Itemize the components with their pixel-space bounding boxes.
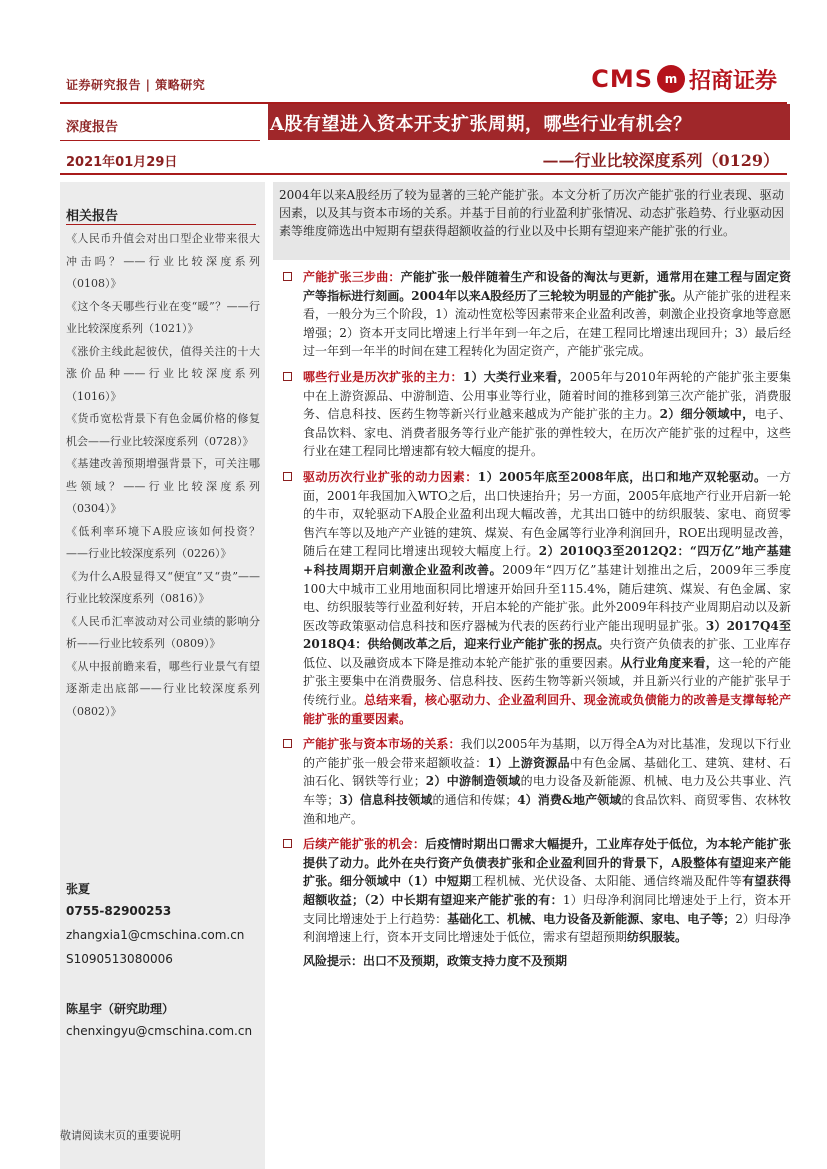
bullet-heading: 哪些行业是历次扩张的主力： (303, 369, 463, 384)
bullet-text: 2）归母净利润增速上行，资本开支同比增速处于低位，需求有望超预期 (303, 911, 791, 945)
checkbox-bullet-icon (283, 372, 292, 381)
company-logo (591, 62, 777, 96)
bullet-heading: 后续产能扩张的机会： (303, 837, 426, 852)
bullet-bold-text: 1）上游资源品 (487, 755, 570, 770)
report-category-label: 证券研究报告 | 策略研究 (66, 78, 206, 92)
related-reports-title: 相关报告 (66, 209, 119, 224)
summary-box: 2004年以来A股经历了较为显著的三轮产能扩张。本文分析了历次产能扩张的行业表现、驱动因素，以及其与资本市场的关系。并基于目前的行业盈利扩张情况、动态扩张趋势、行业驱动因素等维度筛选出中短期有望获得超额收益的行业以及中长期有望迎来产能扩张的行业。 (273, 182, 790, 260)
left-divider (60, 140, 260, 141)
report-title: A股有望进入资本开支扩张周期，哪些行业有机会？ (268, 104, 790, 140)
risk-label: 风险提示： (303, 953, 364, 968)
related-report-item[interactable]: 《人民币汇率波动对公司业绩的影响分析——行业比较系列（0809）》 (66, 614, 260, 650)
bullet-bold-text: 2）中游制造领域 (425, 774, 521, 789)
related-report-item[interactable]: 《低利率环境下A股应该如何投资？——行业比较深度系列（0226）》 (66, 524, 260, 560)
bullet-bold-text: 基础化工、机械、电力设备及新能源、家电、电子等； (447, 911, 736, 926)
bullet-bold-text: 4）消费&地产领域 (517, 793, 622, 808)
header-bottom-divider (60, 173, 787, 175)
author-phone: 0755-82900253 (66, 904, 172, 918)
author-email[interactable]: zhangxia1@cmschina.com.cn (66, 928, 245, 942)
bullet-driving-factors (283, 468, 791, 728)
assistant-email[interactable]: chenxingyu@cmschina.com.cn (66, 1024, 253, 1038)
bullet-text: 工程机械、光伏设备、太阳能、通信终端及配件等 (471, 874, 743, 889)
bullet-capital-market (283, 735, 791, 828)
checkbox-bullet-icon (283, 739, 292, 748)
bullet-text: 我们以2005年为基期，以万得全A为对比基准，发现以下行业的产能扩张一般会带来超额收益： (303, 737, 791, 770)
report-date: 2021年01月29日 (66, 155, 178, 170)
bullet-bold-text: 2）细分领域中， (659, 407, 755, 422)
related-reports-divider (66, 224, 256, 225)
risk-warning (283, 952, 791, 971)
bullet-bold-text: 有望获得超额收益；（2）中长期有望迎来产能扩张的有： (303, 874, 791, 907)
bullet-bold-text: 3）信息科技领域 (339, 793, 433, 808)
related-reports-list (66, 228, 260, 723)
bullet-highlight: 总结来看，核心驱动力、企业盈利回升、现金流或负债能力的改善是支撑每轮产能扩张的重要因素。 (303, 693, 791, 726)
bullet-text: 的食品饮料、商贸零售、农林牧渔和地产。 (303, 793, 791, 826)
bullet-bold-text: 产能扩张一般伴随着生产和设备的淘汰与更新，通常用在建工程与固定资产等指标进行刻画。2004年以来A股经历了三轮较为明显的产能扩张。 (303, 270, 791, 303)
bullet-capacity-steps (283, 268, 791, 361)
footer-note: 敬请阅读末页的重要说明 (60, 1129, 181, 1142)
bullet-heading: 产能扩张三步曲： (303, 270, 401, 284)
bullet-heading: 产能扩张与资本市场的关系： (303, 737, 461, 752)
checkbox-bullet-icon (283, 272, 292, 281)
checkbox-bullet-icon (283, 472, 292, 481)
main-content (283, 268, 791, 970)
bullet-bold-text: 1）2005年底至2008年底，出口和地产双轮驱动。 (477, 469, 767, 484)
bullet-text: 央行资产负债表的扩张、工业库存低位、以及融资成本下降是推动本轮产能扩张的重要因素。 (303, 637, 791, 670)
bullet-main-industries (283, 368, 791, 461)
bullet-text: 一方面，2001年我国加入WTO之后，出口快速抬升；另一方面，2005年底地产行业开启新一轮的牛市，双轮驱动下A股企业盈利出现大幅改善，尤其出口链中的纺织服装、家电、商贸零售汽车等以及地产产业链的建筑、煤炭、有色金属等行业净利润回升，ROE出现明显改善，随后在建工程同比增速出现较大幅度上行。 (303, 469, 791, 559)
bullet-text: 的通信和传媒； (432, 793, 518, 808)
bullet-text: 从产能扩张的进程来看，一般分为三个阶段，1）流动性宽松等因素带来企业盈利改善，刺激企业投资拿地等意愿增强；2）资本开支同比增速上行半年到一年之后，在建工程同比增速出现回升；3）最后经过一年到一年半的时间在建工程转化为固定资产，产能扩张完成。 (303, 288, 791, 359)
related-report-item[interactable]: 《基建改善预期增强背景下，可关注哪些领域？——行业比较深度系列（0304）》 (66, 457, 260, 515)
related-report-item[interactable]: 《涨价主线此起彼伏，值得关注的十大涨价品种——行业比较深度系列（1016）》 (66, 344, 260, 403)
author-name: 张夏 (66, 882, 91, 896)
bullet-heading: 驱动历次行业扩张的动力因素： (303, 469, 478, 484)
bullet-text: 电子、食品饮料、家电、消费者服务等行业产能扩张的弹性较大，在历次产能扩张的过程中，这些行业在建工程同比增速都有较大幅度的提升。 (303, 407, 791, 459)
bullet-bold-text: 1）大类行业来看， (462, 369, 570, 384)
risk-text: 出口不及预期，政策支持力度不及预期 (363, 953, 568, 968)
related-report-item[interactable]: 《这个冬天哪些行业在变“暖”？——行业比较深度系列（1021）》 (66, 299, 260, 335)
bullet-bold-text: 后疫情时期出口需求大幅提升，工业库存处于低位，为本轮产能扩张提供了动力。此外在央行资产负债表扩张和企业盈利回升的背景下，A股整体有望迎来产能扩张。细分领域中（1）中短期 (303, 837, 791, 889)
bullet-text: 2005年与2010年两轮的产能扩张主要集中在上游资源品、中游制造、公用事业等行业，随着时间的推移到第三次产能扩张，消费服务、信息科技、医药生物等新兴行业越来越成为产能扩张的主力。 (303, 369, 791, 422)
assistant-name: 陈星宇（研究助理） (66, 1002, 175, 1016)
bullet-bold-text: 2）2010Q3至2012Q2：“四万亿”地产基建+科技周期开启刺激企业盈利改善。 (303, 544, 791, 577)
author-certificate: S1090513080006 (66, 952, 173, 966)
bullet-text: 2009年“四万亿”基建计划推出之后，2009年三季度100大中城市工业用地面积同比增速开始回升至115.4%，随后建筑、煤炭、有色金属、家电、纺织服装等行业盈利好转，开启本轮的产能扩张。此外2009年科技产业周期启动以及新医改等政策驱动信息科技和医疗器械为代表的医药行业产能出现明显扩张。 (303, 562, 791, 633)
related-report-item[interactable]: 《为什么A股显得又“便宜”又“贵”——行业比较深度系列（0816）》 (66, 569, 260, 605)
logo-company-name: 招商证券 (688, 67, 777, 94)
checkbox-bullet-icon (283, 839, 292, 848)
logo-cms-text: CMS (591, 65, 653, 93)
series-title: ——行业比较深度系列（0129） (542, 151, 779, 170)
bullet-text: 这一轮的产能扩张主要集中在消费服务、信息科技、医药生物等新兴领域，并且新兴行业的产能扩张早于传统行业。 (303, 655, 791, 708)
bullet-future-opportunities (283, 835, 791, 947)
related-report-item[interactable]: 《从中报前瞻来看，哪些行业景气有望逐渐走出底部——行业比较深度系列（0802）》 (66, 659, 260, 718)
bullet-text: 1）归母净利润同比增速处于上行，资本开支同比增速处于上行趋势： (303, 893, 791, 926)
related-report-item[interactable]: 《人民币升值会对出口型企业带来很大冲击吗？——行业比较深度系列（0108）》 (66, 232, 260, 290)
bullet-text: 的电力设备及新能源、机械、电力及公共事业、汽车等； (303, 774, 791, 808)
report-type: 深度报告 (66, 120, 119, 135)
bullet-bold-text: 从行业角度来看， (620, 655, 718, 670)
logo-badge-icon: m (657, 65, 685, 93)
bullet-text: 中有色金属、基础化工、建筑、建材、石油石化、钢铁等行业； (303, 755, 791, 789)
bullet-bold-text: 纺织服装。 (627, 930, 688, 945)
related-report-item[interactable]: 《货币宽松背景下有色金属价格的修复机会——行业比较深度系列（0728）》 (66, 412, 260, 448)
bullet-bold-text: 3）2017Q4至2018Q4：供给侧改革之后，迎来行业产能扩张的拐点。 (303, 618, 791, 652)
